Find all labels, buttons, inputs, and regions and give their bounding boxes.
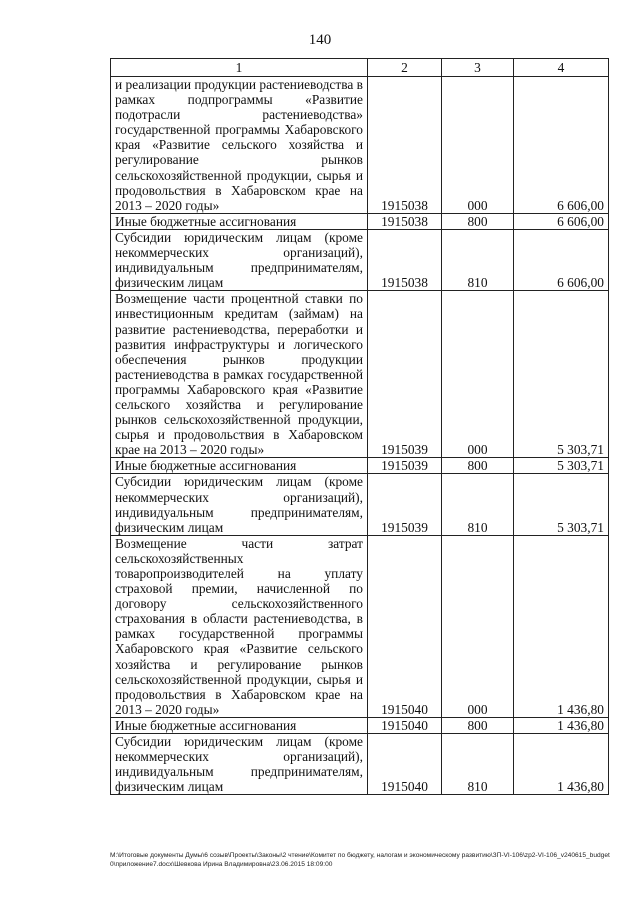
table-row (111, 213, 609, 229)
row-description: Иные бюджетные ассигнования (111, 717, 368, 733)
row-target-code: 1915038 (368, 77, 442, 214)
row-target-code: 1915038 (368, 213, 442, 229)
row-amount: 1 436,80 (514, 734, 609, 795)
row-target-code: 1915040 (368, 535, 442, 717)
row-expense-type: 000 (442, 535, 514, 717)
table-row (111, 734, 609, 795)
row-target-code: 1915038 (368, 229, 442, 290)
row-expense-type: 000 (442, 77, 514, 214)
column-header-1: 1 (111, 59, 368, 77)
table-header-row (111, 59, 609, 77)
row-expense-type: 800 (442, 717, 514, 733)
row-amount: 6 606,00 (514, 213, 609, 229)
row-expense-type: 810 (442, 229, 514, 290)
table-row (111, 717, 609, 733)
page-number: 140 (308, 32, 332, 48)
row-target-code: 1915039 (368, 291, 442, 458)
table-row (111, 458, 609, 474)
row-target-code: 1915040 (368, 734, 442, 795)
row-expense-type: 810 (442, 474, 514, 535)
table-row (111, 229, 609, 290)
row-description: Иные бюджетные ассигнования (111, 458, 368, 474)
row-description: Иные бюджетные ассигнования (111, 213, 368, 229)
table-row (111, 77, 609, 214)
row-amount: 5 303,71 (514, 291, 609, 458)
budget-table (110, 58, 609, 795)
row-description: Субсидии юридическим лицам (кроме некоммерческих организаций), индивидуальным предпринимателям, физическим лицам (111, 734, 368, 795)
row-amount: 6 606,00 (514, 77, 609, 214)
table-row (111, 535, 609, 717)
column-header-3: 3 (442, 59, 514, 77)
row-description: Субсидии юридическим лицам (кроме некоммерческих организаций), индивидуальным предпринимателям, физическим лицам (111, 474, 368, 535)
table-row (111, 291, 609, 458)
row-amount: 5 303,71 (514, 458, 609, 474)
row-description: Возмещение части процентной ставки по инвестиционным кредитам (займам) на развитие растениеводства, переработки и развития инфраструктуры и логического обеспечения рынков продукции растениеводства в рамках государственной программы Хабаровского края «Развитие сельского хозяйства и регулирование рынков сельскохозяйственной продукции, сырья и продовольствия в Хабаровском крае на 2013 – 2020 годы» (111, 291, 368, 458)
column-header-4: 4 (514, 59, 609, 77)
row-description: и реализации продукции растениеводства в рамках подпрограммы «Развитие подотрасли растениеводства» государственной программы Хабаровского края «Развитие сельского хозяйства и регулирование рынков сельскохозяйственной продукции, сырья и продовольствия в Хабаровском крае на 2013 – 2020 годы» (111, 77, 368, 214)
row-expense-type: 000 (442, 291, 514, 458)
row-amount: 1 436,80 (514, 535, 609, 717)
file-path-footer: M:\Итоговые документы Думы\6 созыв\Проекты\Законы\2 чтение\Комитет по бюджету, налогам и экономическому развитию\ЗП-VI-106\zp2-VI-106_v240615_budget0\приложение7.docx\Шевкова Ирина Владимировна\23.06.2015 18:09:00 (110, 852, 610, 868)
row-expense-type: 800 (442, 213, 514, 229)
row-description: Возмещение части затрат сельскохозяйственных товаропроизводителей на уплату страховой премии, начисленной по договору сельскохозяйственного страхования в области растениеводства, в рамках государственной программы Хабаровского края «Развитие сельского хозяйства и регулирование рынков сельскохозяйственной продукции, сырья и продовольствия в Хабаровском крае на 2013 – 2020 годы» (111, 535, 368, 717)
row-amount: 6 606,00 (514, 229, 609, 290)
row-expense-type: 800 (442, 458, 514, 474)
row-amount: 5 303,71 (514, 474, 609, 535)
row-target-code: 1915039 (368, 458, 442, 474)
column-header-2: 2 (368, 59, 442, 77)
row-expense-type: 810 (442, 734, 514, 795)
table-row (111, 474, 609, 535)
row-amount: 1 436,80 (514, 717, 609, 733)
row-target-code: 1915039 (368, 474, 442, 535)
row-target-code: 1915040 (368, 717, 442, 733)
row-description: Субсидии юридическим лицам (кроме некоммерческих организаций), индивидуальным предпринимателям, физическим лицам (111, 229, 368, 290)
